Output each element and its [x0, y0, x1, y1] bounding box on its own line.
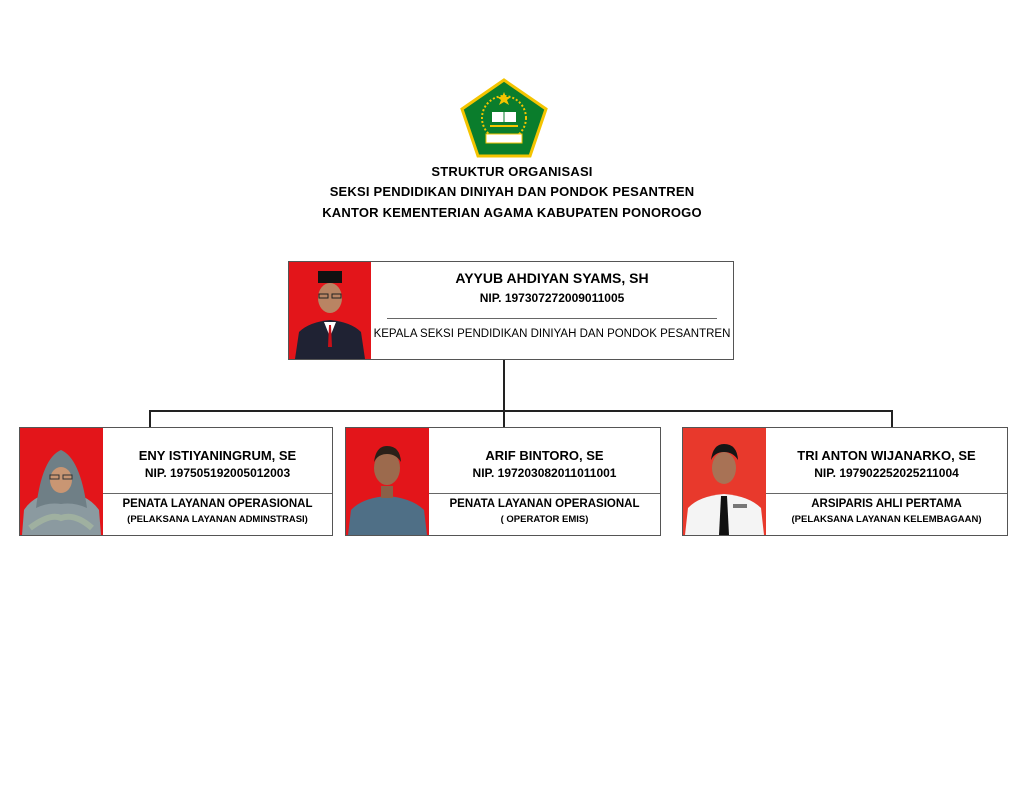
staff-nip: NIP. 197505192005012003 [144, 466, 291, 480]
office-title: KANTOR KEMENTERIAN AGAMA KABUPATEN PONOROGO [322, 205, 702, 220]
divider [766, 493, 1007, 494]
head-card [288, 261, 734, 360]
staff-nip: NIP. 197902252025211004 [814, 466, 959, 480]
connector-middle [503, 410, 505, 427]
connector-horizontal [149, 410, 893, 412]
staff-card-3 [682, 427, 1008, 536]
connector-vertical-main [503, 360, 505, 411]
staff-card-2 [345, 427, 661, 536]
staff-role: (PELAKSANA LAYANAN KELEMBAGAAN) [791, 514, 982, 525]
connector-right [891, 410, 893, 427]
staff-photo-1 [20, 428, 103, 535]
staff-nip: NIP. 197203082011011001 [472, 466, 617, 480]
divider [387, 318, 717, 319]
head-position: KEPALA SEKSI PENDIDIKAN DINIYAH DAN PONDOK PESANTREN [373, 328, 731, 340]
divider [103, 493, 332, 494]
page-title: STRUKTUR ORGANISASI [431, 164, 593, 179]
staff-name: ARIF BINTORO, SE [485, 448, 604, 463]
staff-position: PENATA LAYANAN OPERASIONAL [122, 498, 313, 510]
section-title: SEKSI PENDIDIKAN DINIYAH DAN PONDOK PESANTREN [329, 184, 695, 199]
staff-role: (PELAKSANA LAYANAN ADMINSTRASI) [127, 514, 308, 525]
staff-role: ( OPERATOR EMIS) [500, 514, 589, 525]
head-photo [289, 262, 371, 359]
staff-card-1 [19, 427, 333, 536]
staff-name: TRI ANTON WIJANARKO, SE [797, 448, 976, 463]
connector-left [149, 410, 151, 427]
staff-name: ENY ISTIYANINGRUM, SE [138, 448, 297, 463]
kemenag-logo-icon [460, 78, 548, 158]
head-nip: NIP. 197307272009011005 [479, 291, 625, 305]
staff-photo-2 [346, 428, 429, 535]
staff-photo-3 [683, 428, 766, 535]
staff-position: ARSIPARIS AHLI PERTAMA [811, 498, 962, 510]
head-name: AYYUB AHDIYAN SYAMS, SH [455, 270, 649, 286]
divider [429, 493, 660, 494]
staff-position: PENATA LAYANAN OPERASIONAL [449, 498, 640, 510]
